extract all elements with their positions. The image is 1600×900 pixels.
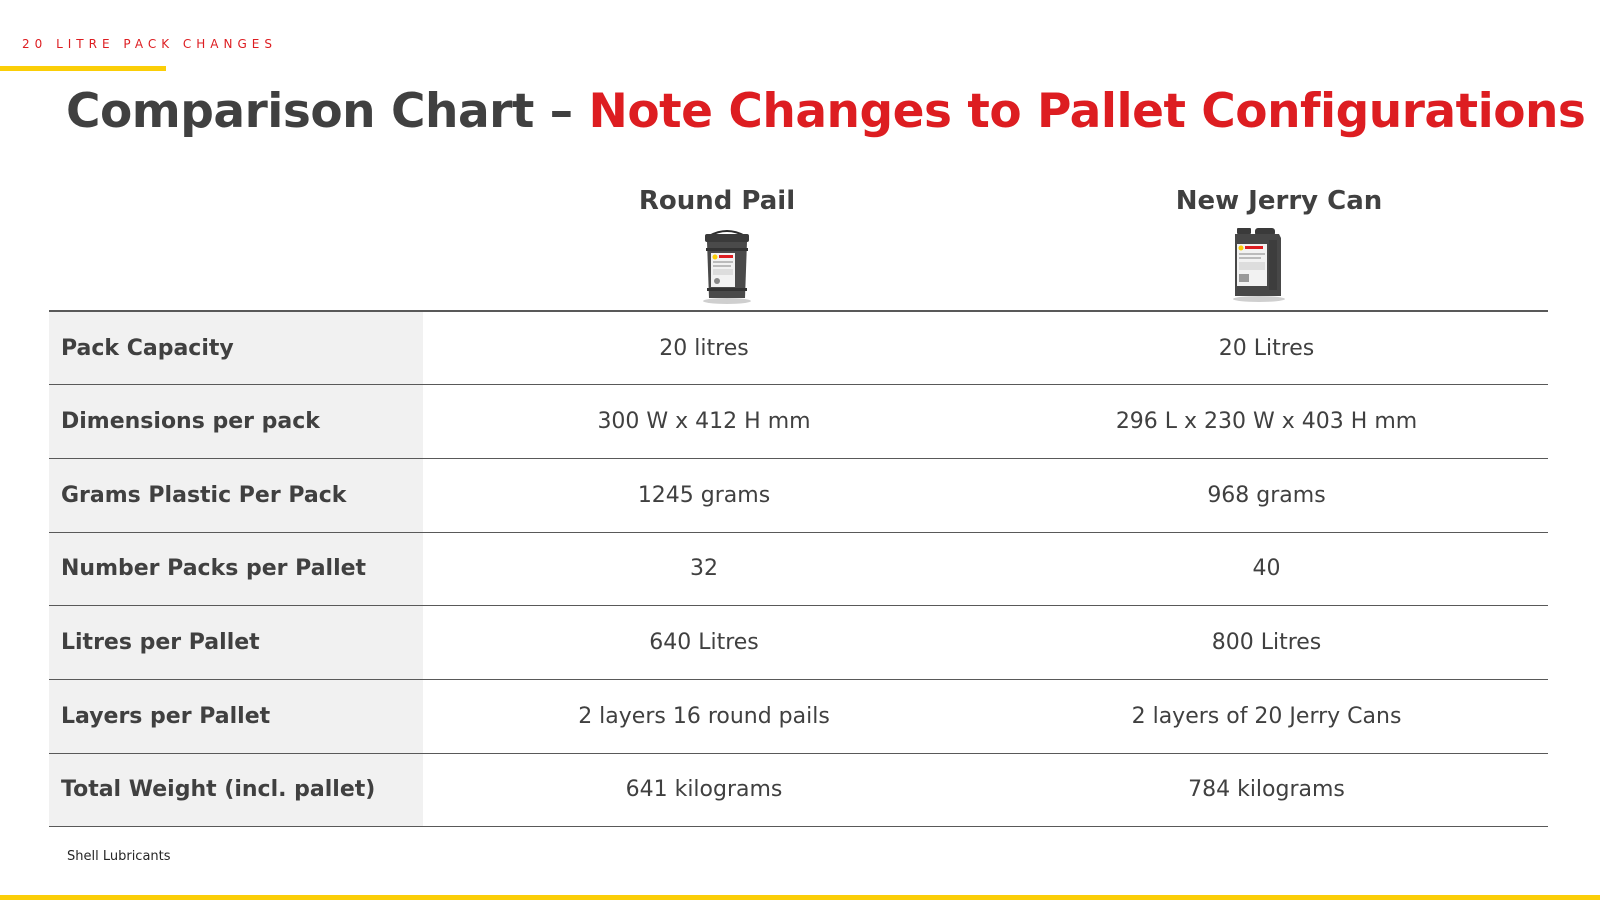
column-header-jerry-can: New Jerry Can — [1175, 186, 1383, 216]
table-row — [49, 385, 1548, 459]
column-header-round-pail: Round Pail — [638, 186, 796, 216]
table-row — [49, 753, 1548, 827]
round-pail-value: 2 layers 16 round pails — [423, 679, 985, 753]
title-accent: Note Changes to Pallet Configurations — [588, 84, 1586, 139]
jerry-can-value: 800 Litres — [985, 606, 1548, 680]
round-pail-value: 1245 grams — [423, 458, 985, 532]
comparison-table — [49, 310, 1548, 827]
jerry-can-value: 784 kilograms — [985, 753, 1548, 827]
round-pail-value: 20 litres — [423, 311, 985, 385]
jerry-can-value: 20 Litres — [985, 311, 1548, 385]
row-label: Pack Capacity — [49, 311, 423, 385]
jerry-can-icon — [1229, 226, 1287, 302]
row-label: Number Packs per Pallet — [49, 532, 423, 606]
row-label: Litres per Pallet — [49, 606, 423, 680]
section-underline — [0, 66, 166, 71]
jerry-can-value: 40 — [985, 532, 1548, 606]
table-row — [49, 311, 1548, 385]
footer-brand: Shell Lubricants — [67, 849, 171, 864]
table-row — [49, 679, 1548, 753]
row-label: Dimensions per pack — [49, 385, 423, 459]
round-pail-value: 300 W x 412 H mm — [423, 385, 985, 459]
row-label: Total Weight (incl. pallet) — [49, 753, 423, 827]
jerry-can-value: 296 L x 230 W x 403 H mm — [985, 385, 1548, 459]
round-pail-value: 32 — [423, 532, 985, 606]
row-label: Layers per Pallet — [49, 679, 423, 753]
jerry-can-value: 968 grams — [985, 458, 1548, 532]
table-row — [49, 458, 1548, 532]
table-row — [49, 532, 1548, 606]
round-pail-value: 641 kilograms — [423, 753, 985, 827]
row-label: Grams Plastic Per Pack — [49, 458, 423, 532]
page-title — [66, 84, 1585, 139]
section-label: 20 LITRE PACK CHANGES — [22, 37, 277, 51]
round-pail-value: 640 Litres — [423, 606, 985, 680]
round-pail-icon — [699, 226, 755, 304]
jerry-can-value: 2 layers of 20 Jerry Cans — [985, 679, 1548, 753]
footer-bar — [0, 895, 1600, 900]
title-main: Comparison Chart – — [66, 84, 589, 139]
table-row — [49, 606, 1548, 680]
